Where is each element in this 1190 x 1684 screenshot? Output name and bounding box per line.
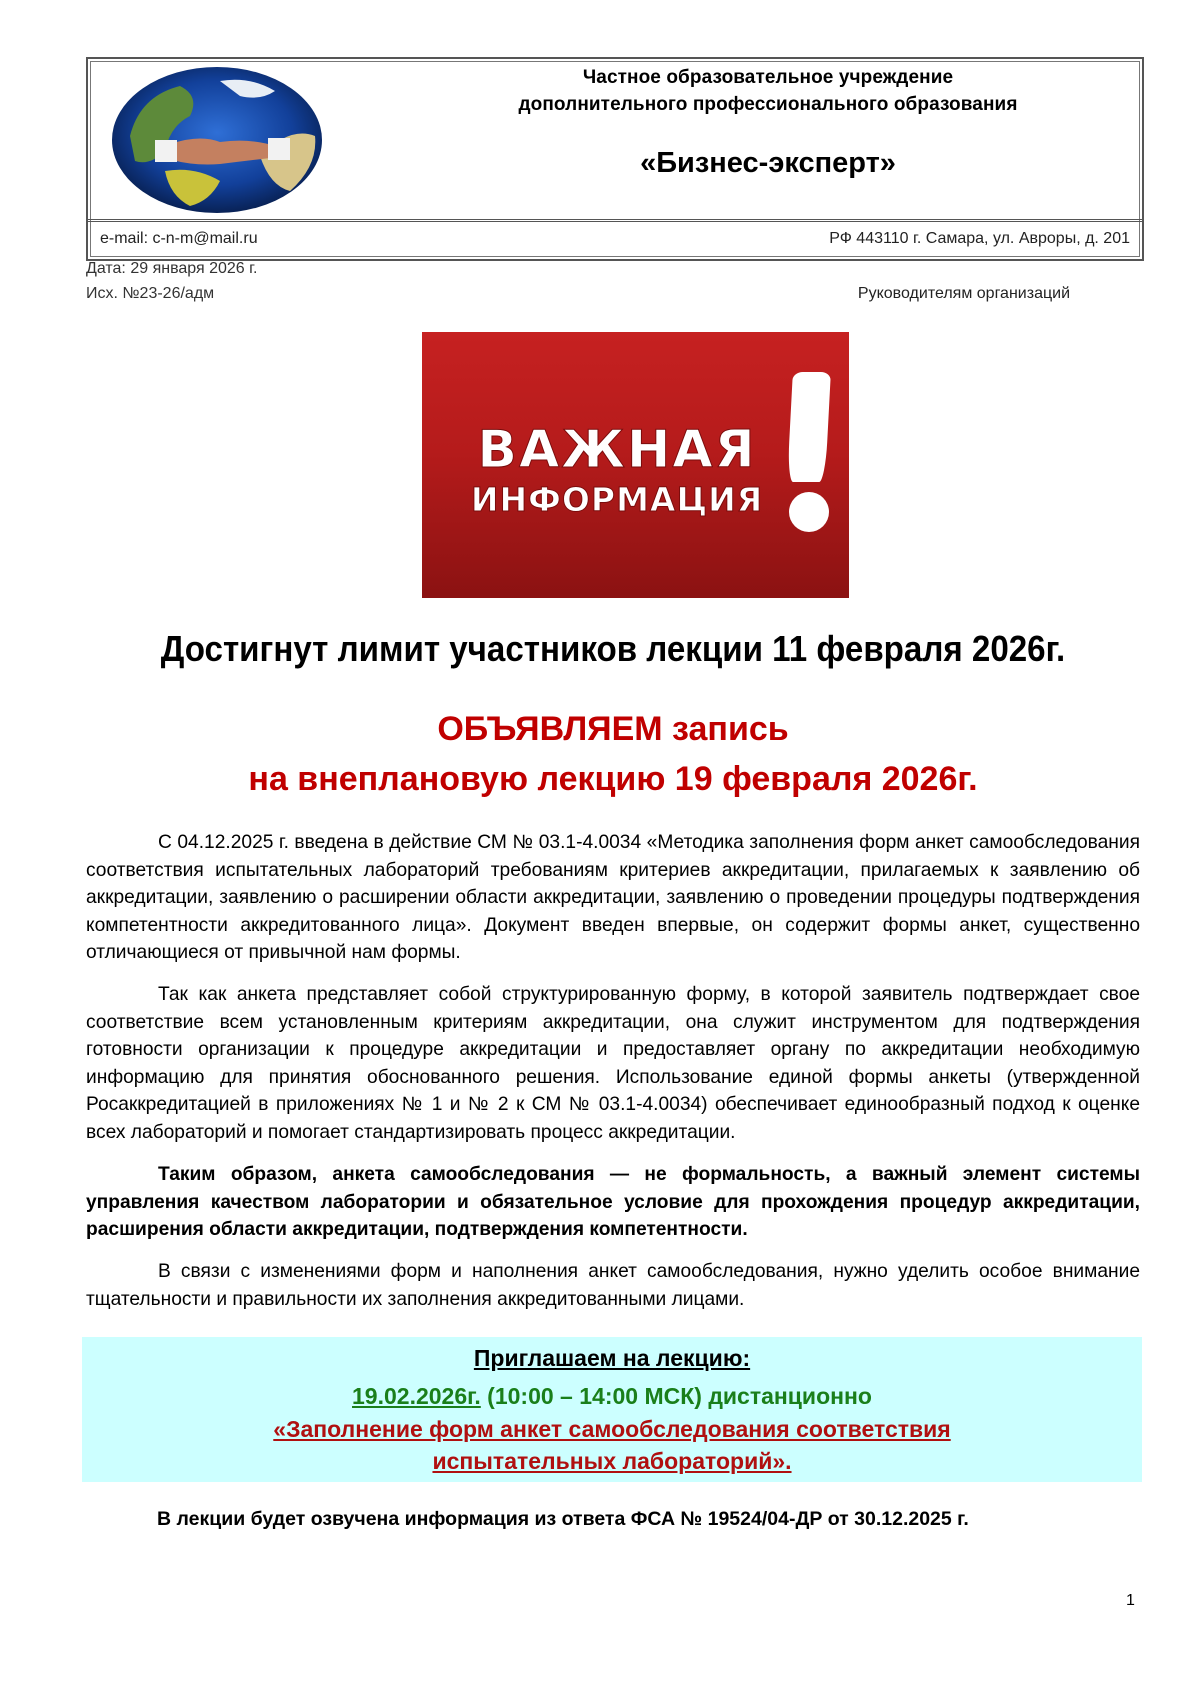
body-paragraph-2: Так как анкета представляет собой структурированную форму, в которой заявитель подтверждает свое соответствие всем установленным критериям аккредитации, она служит инструментом для подтверждения готовности организации к процедуре аккредитации и предоставляет органу по аккредитации необходимую информацию для принятия обоснованного решения. Использование единой формы анкеты (утвержденной Росаккредитацией в приложениях № 1 и № 2 к СМ № 03.1-4.0034) обеспечивает единообразный подход к оценке всех лабораторий и помогает стандартизировать процесс аккредитации. — [86, 984, 1140, 1143]
body-paragraph-1: С 04.12.2025 г. введена в действие СМ № 03.1-4.0034 «Методика заполнения форм анкет самообследования соответствия испытательных лабораторий требованиям критериев аккредитации, прилагаемых к заявлению об аккредитации, заявлению о расширении области аккредитации, заявлению о проведении процедуры подтверждения компетентности аккредитованного лица». Документ введен впервые, он содержит формы анкет, существенно отличающиеся от привычной нам формы. — [86, 832, 1140, 963]
org-type-line1: Частное образовательное учреждение — [582, 67, 954, 88]
postal-address: РФ 443110 г. Самара, ул. Авроры, д. 201 — [829, 230, 1130, 247]
invitation-title: Приглашаем на лекцию: — [473, 1345, 751, 1371]
org-name: «Бизнес-эксперт» — [640, 147, 896, 179]
footer-note: В лекции будет озвучена информация из ответа ФСА № 19524/04-ДР от 30.12.2025 г. — [157, 1508, 969, 1530]
banner-line2: ИНФОРМАЦИЯ — [470, 480, 764, 519]
letterhead-top — [88, 59, 1142, 222]
lecture-invitation — [82, 1337, 1142, 1482]
body-paragraph-3: Таким образом, анкета самообследования — не формальность, а важный элемент системы управления качеством лаборатории и обязательное условие для прохождения процедур аккредитации, расширения области аккредитации, подтверждения компетентности. — [86, 1164, 1140, 1240]
email-contact[interactable]: e-mail: c-n-m@mail.ru — [100, 230, 258, 247]
exclamation-bar — [787, 372, 831, 482]
letter-date: Дата: 29 января 2026 г. — [86, 260, 258, 277]
letterhead-contacts — [88, 222, 1142, 259]
lecture-date: 19.02.2026г. — [352, 1383, 481, 1409]
lecture-topic-line2: испытательных лабораторий». — [432, 1448, 792, 1474]
reference-number: Исх. №23-26/адм — [86, 285, 215, 302]
lecture-time-mode: (10:00 – 14:00 МСК) дистанционно — [480, 1383, 872, 1409]
announcement-line1: ОБЪЯВЛЯЕМ запись — [437, 710, 789, 748]
lecture-schedule — [82, 1383, 1142, 1410]
page-number: 1 — [1126, 1592, 1135, 1609]
org-type-line2: дополнительного профессионального образования — [518, 94, 1018, 115]
important-info-banner — [422, 332, 849, 598]
headline: Достигнут лимит участников лекции 11 февраля 2026г. — [160, 628, 1066, 669]
announcement-line2: на внеплановую лекцию 19 февраля 2026г. — [248, 760, 978, 798]
letterhead — [86, 57, 1144, 261]
lecture-topic-line1: «Заполнение форм анкет самообследования соответствия — [273, 1416, 951, 1442]
body-paragraph-4: В связи с изменениями форм и наполнения анкет самообследования, нужно уделить особое внимание тщательности и правильности их заполнения аккредитованными лицами. — [86, 1261, 1140, 1310]
exclamation-dot — [789, 492, 829, 532]
banner-line1: ВАЖНАЯ — [477, 420, 757, 480]
recipient: Руководителям организаций — [857, 285, 1070, 302]
globe-handshake-icon — [110, 66, 324, 214]
